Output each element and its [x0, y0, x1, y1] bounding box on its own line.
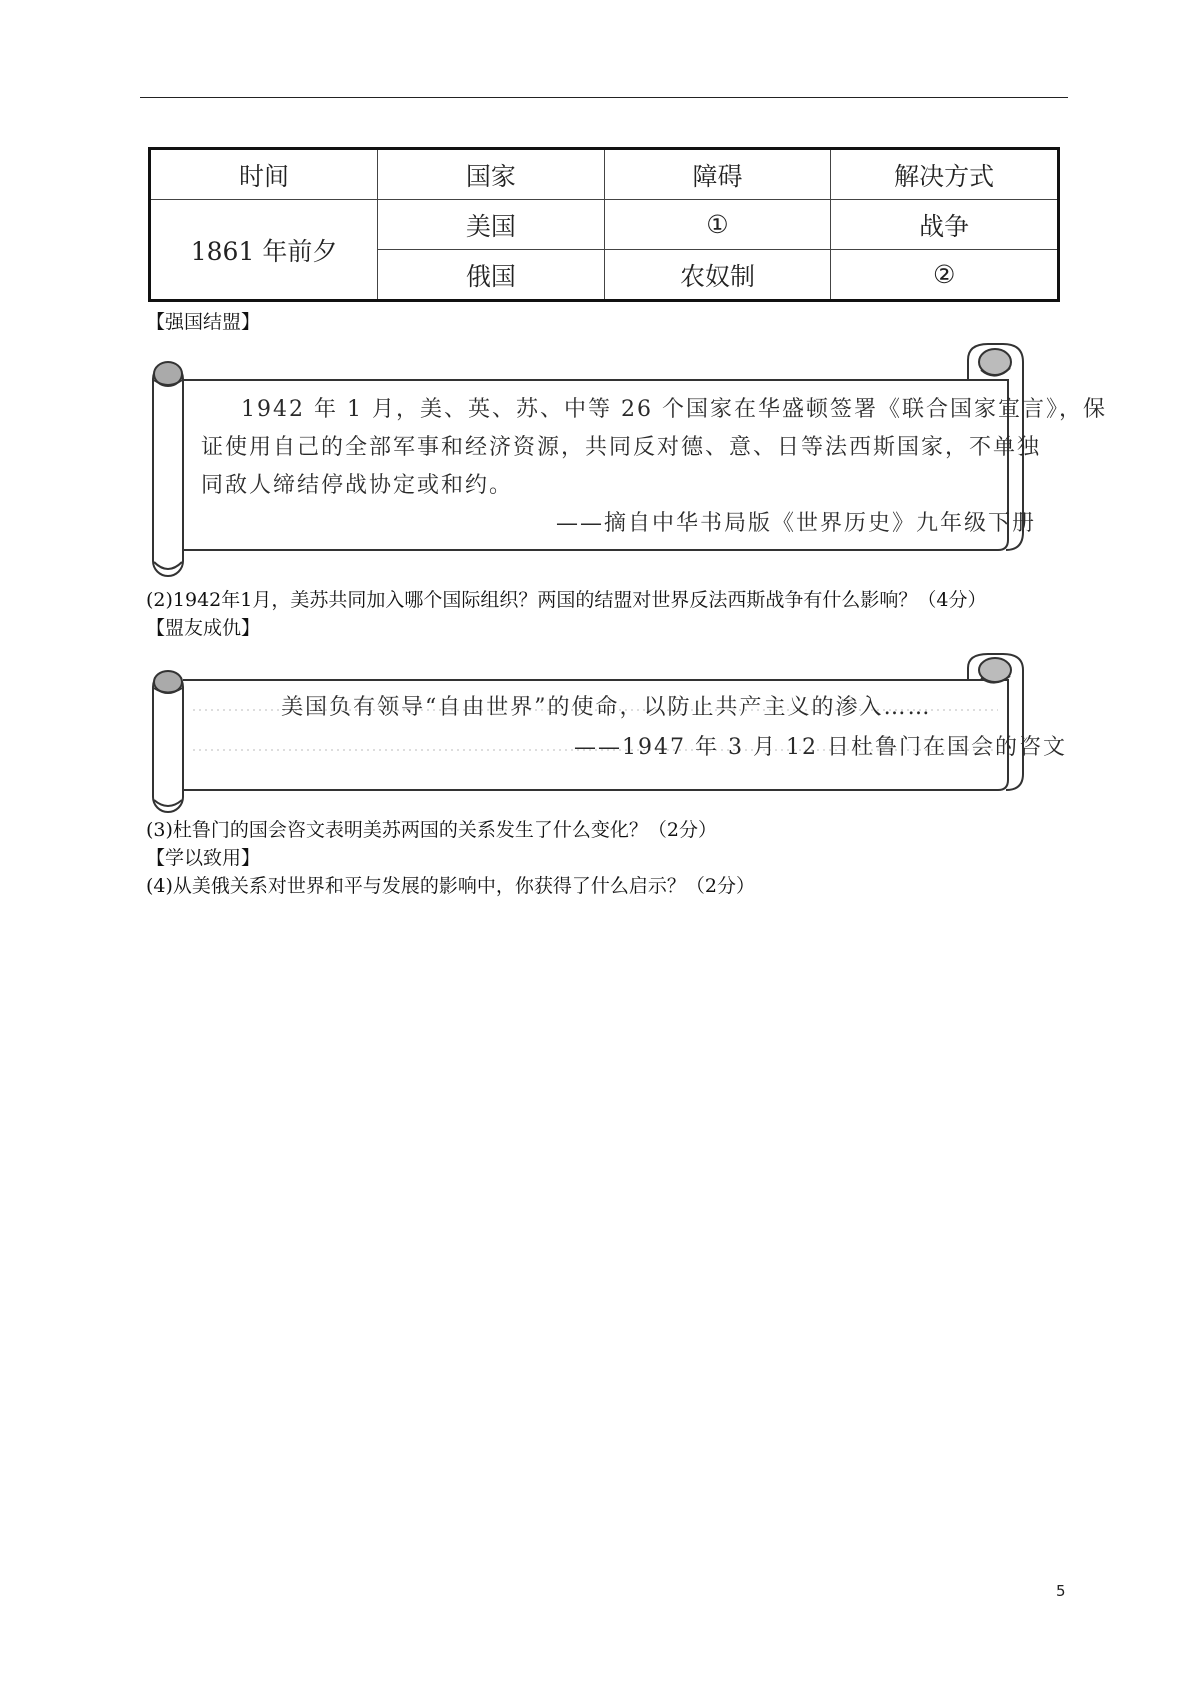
table-header-cell: 障碍	[604, 149, 831, 200]
quote-scroll	[148, 340, 1107, 580]
table-header-cell: 解决方式	[831, 149, 1059, 200]
header-rule	[140, 97, 1068, 98]
section-title: 【学以致用】	[146, 847, 261, 869]
scroll-source: ——摘自中华书局版《世界历史》九年级下册	[556, 511, 1037, 536]
table-cell-country: 美国	[378, 200, 605, 250]
table-row	[150, 200, 1059, 250]
table-header-cell: 时间	[150, 149, 378, 200]
scroll-text-line: 美国负有领导“自由世界”的使命，以防止共产主义的渗入……	[281, 695, 932, 720]
scroll-source: ——1947 年 3 月 12 日杜鲁门在国会的咨文	[574, 735, 1067, 760]
scroll-text-line: 证使用自己的全部军事和经济资源，共同反对德、意、日等法西斯国家，不单独	[201, 435, 1042, 460]
question-text: (4)从美俄关系对世界和平与发展的影响中，你获得了什么启示？（2分）	[146, 875, 756, 897]
page-number: 5	[1056, 1582, 1066, 1600]
question-text: (2)1942年1月，美苏共同加入哪个国际组织？两国的结盟对世界反法西斯战争有什么影响？（4分）	[146, 589, 987, 611]
scroll-text-line: 同敌人缔结停战协定或和约。	[201, 473, 514, 498]
table-header-cell: 国家	[378, 149, 605, 200]
table-header-row	[150, 149, 1059, 200]
scroll-text-line: 1942 年 1 月，美、英、苏、中等 26 个国家在华盛顿签署《联合国家宣言》，保	[241, 397, 1107, 422]
comparison-table	[148, 147, 1060, 302]
table-cell-solution: ②	[831, 250, 1059, 301]
quote-scroll	[148, 650, 1067, 816]
section-title: 【盟友成仇】	[146, 617, 261, 639]
table-cell-country: 俄国	[378, 250, 605, 301]
section-title: 【强国结盟】	[146, 311, 261, 333]
question-text: (3)杜鲁门的国会咨文表明美苏两国的关系发生了什么变化？（2分）	[146, 819, 718, 841]
table-cell-obstacle: ①	[604, 200, 831, 250]
table-cell-solution: 战争	[831, 200, 1059, 250]
table-cell-obstacle: 农奴制	[604, 250, 831, 301]
table-cell-time: 1861 年前夕	[150, 200, 378, 301]
